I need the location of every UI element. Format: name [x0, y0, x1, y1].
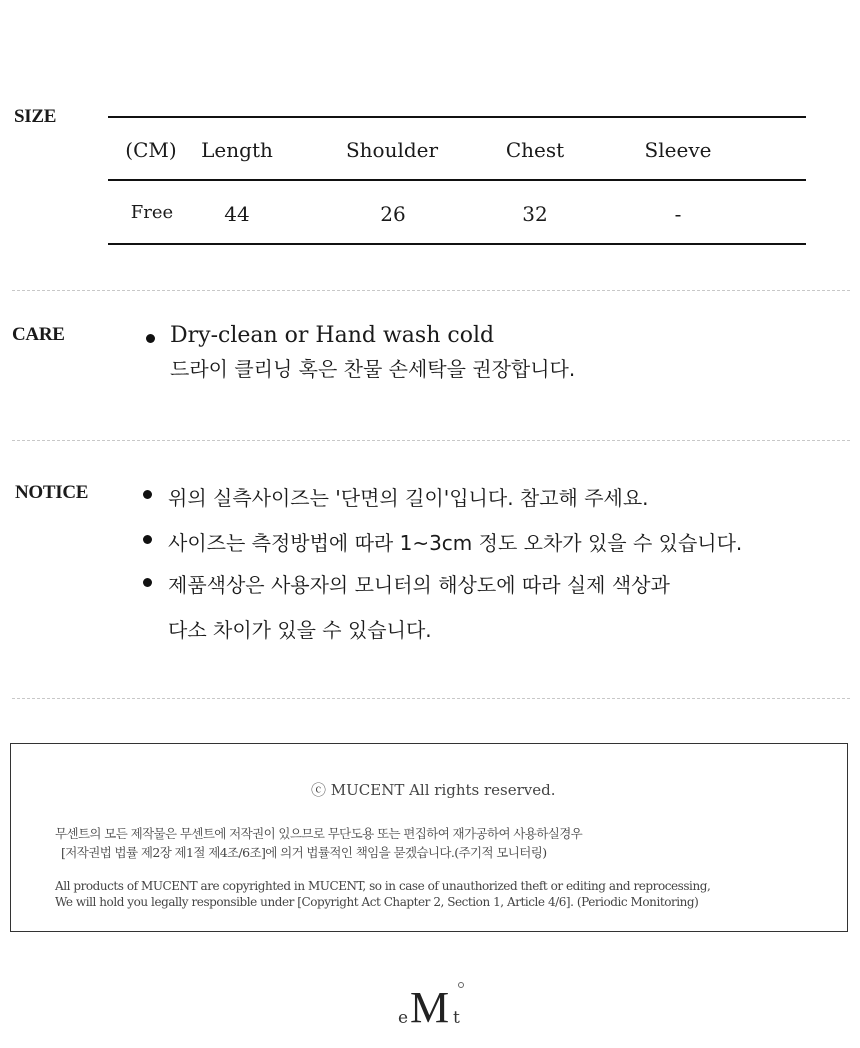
logo-letter: e	[398, 1008, 409, 1028]
row-size: Free	[130, 202, 174, 223]
notice-label: NOTICE	[15, 482, 89, 503]
divider	[12, 290, 850, 291]
row-shoulder: 26	[380, 202, 406, 226]
header-length: Length	[201, 138, 273, 162]
size-table-bottom-rule	[108, 243, 806, 245]
divider	[12, 698, 850, 699]
brand-logo	[398, 982, 468, 1034]
care-line-en: Dry-clean or Hand wash cold	[170, 323, 495, 348]
row-sleeve: -	[674, 202, 682, 226]
header-sleeve: Sleeve	[644, 138, 712, 162]
size-table-mid-rule	[108, 179, 806, 181]
care-label: CARE	[12, 324, 65, 345]
copyright-box	[10, 743, 848, 932]
notice-item: 사이즈는 측정방법에 따라 1~3cm 정도 오차가 있을 수 있습니다.	[168, 531, 743, 555]
copyright-en-line: We will hold you legally responsible under [Copyright Act Chapter 2, Section 1, Article 4/6]. (Periodic Monitoring)	[55, 895, 699, 909]
copyright-line: ⓒ MUCENT All rights reserved.	[311, 781, 556, 799]
copyright-kr-line: [저작권법 법률 제2장 제1절 제4조/6조]에 의거 법률적인 책임을 묻겠습니다.(주기적 모니터링)	[61, 845, 547, 860]
copyright-en-line: All products of MUCENT are copyrighted in MUCENT, so in case of unauthorized theft or editing and reprocessing,	[55, 879, 711, 893]
logo-letter: t	[453, 1008, 460, 1028]
header-chest: Chest	[505, 138, 565, 162]
care-bullet	[146, 334, 155, 343]
header-unit: (CM)	[125, 138, 177, 162]
copyright-kr-line: 무센트의 모든 제작물은 무센트에 저작권이 있으므로 무단도용 또는 편집하여 재가공하여 사용하실경우	[55, 826, 583, 841]
notice-bullet	[143, 578, 152, 587]
logo-dot	[458, 982, 464, 988]
size-label: SIZE	[14, 106, 57, 127]
row-length: 44	[224, 202, 250, 226]
size-table-top-rule	[108, 116, 806, 118]
notice-item: 제품색상은 사용자의 모니터의 해상도에 따라 실제 색상과	[168, 573, 670, 597]
notice-item-continuation: 다소 차이가 있을 수 있습니다.	[168, 618, 432, 642]
notice-bullet	[143, 490, 152, 499]
header-shoulder: Shoulder	[345, 138, 439, 162]
divider	[12, 440, 850, 441]
row-chest: 32	[522, 202, 548, 226]
notice-bullet	[143, 535, 152, 544]
notice-item: 위의 실측사이즈는 '단면의 길이'입니다. 참고해 주세요.	[168, 486, 649, 510]
logo-letter: M	[410, 983, 450, 1032]
care-line-kr: 드라이 클리닝 혹은 찬물 손세탁을 권장합니다.	[170, 357, 576, 381]
